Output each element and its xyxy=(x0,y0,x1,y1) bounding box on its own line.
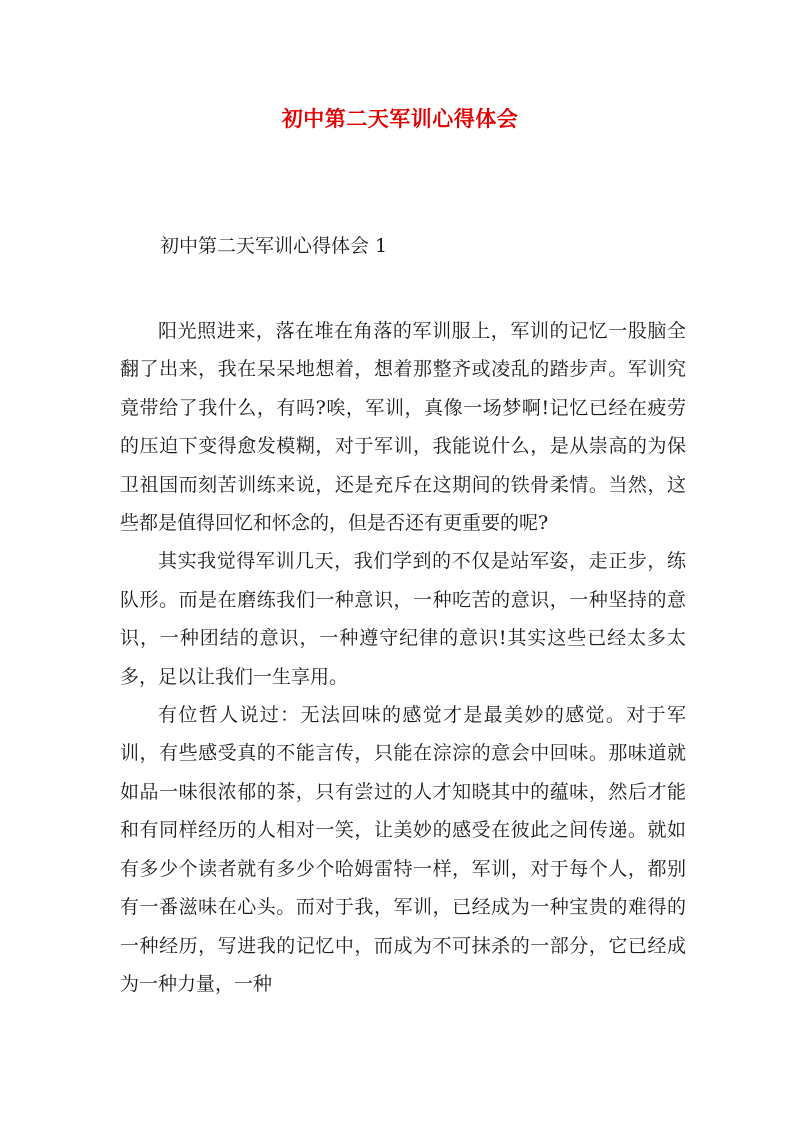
document-body xyxy=(120,312,686,1003)
paragraph-3: 有位哲人说过：无法回味的感觉才是最美妙的感觉。对于军训，有些感受真的不能言传，只能在淙淙的意会中回味。那味道就如品一味很浓郁的茶，只有尝过的人才知晓其中的蕴味，然后才能和有同样经历的人相对一笑，让美妙的感受在彼此之间传递。就如有多少个读者就有多少个哈姆雷特一样，军训，对于每个人，都别有一番滋味在心头。而对于我，军训，已经成为一种宝贵的难得的一种经历，写进我的记忆中，而成为不可抹杀的一部分，它已经成为一种力量，一种 xyxy=(120,704,686,995)
paragraph-1: 阳光照进来，落在堆在角落的军训服上，军训的记忆一股脑全翻了出来，我在呆呆地想着，想着那整齐或凌乱的踏步声。军训究竟带给了我什么，有吗?唉，军训，真像一场梦啊!记忆已经在疲劳的压迫下变得愈发模糊，对于军训，我能说什么，是从崇高的为保卫祖国而刻苦训练来说，还是充斥在这期间的铁骨柔情。当然，这些都是值得回忆和怀念的，但是否还有更重要的呢? xyxy=(120,320,686,535)
document-title: 初中第二天军训心得体会 xyxy=(281,106,519,131)
paragraph-2: 其实我觉得军训几天，我们学到的不仅是站军姿，走正步，练队形。而是在磨练我们一种意识，一种吃苦的意识，一种坚持的意识，一种团结的意识，一种遵守纪律的意识!其实这些已经太多太多，足以让我们一生享用。 xyxy=(120,550,686,688)
section-heading: 初中第二天军训心得体会 1 xyxy=(160,235,388,257)
